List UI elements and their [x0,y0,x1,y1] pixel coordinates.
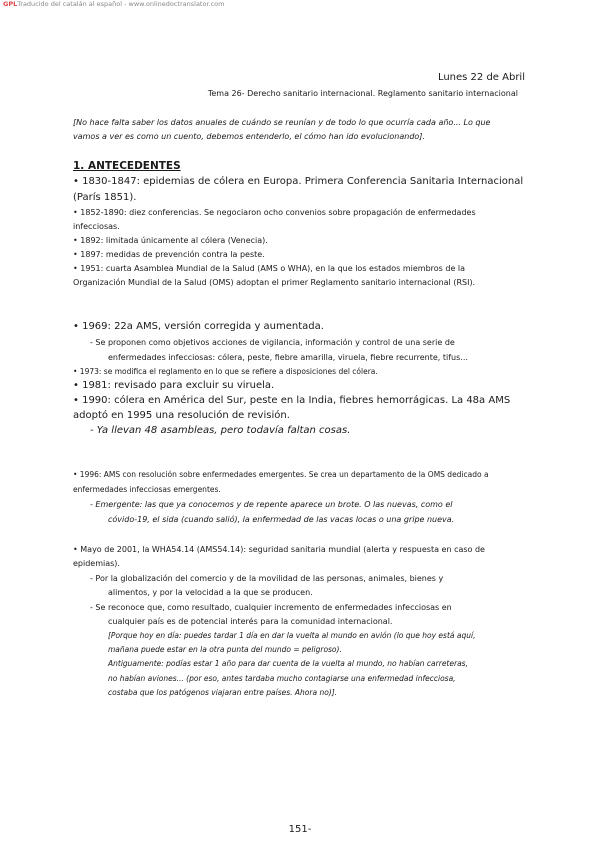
text-line: epidemias). [73,559,120,568]
bracket-note-line: costaba que los patógenos viajaran entre países. Ahora no)]. [108,688,338,697]
sub-item-line: - Se reconoce que, como resultado, cualquier incremento de enfermedades infecciosas en [90,603,452,612]
text-line: • 1951: cuarta Asamblea Mundial de la Salud (AMS o WHA), en la que los estados miembros de la [73,264,466,273]
text-line: • 1973: se modifica el reglamento en lo que se refiere a disposiciones del cólera. [73,367,378,376]
text-line: • Mayo de 2001, la WHA54.14 (AMS54.14): seguridad sanitaria mundial (alerta y respuesta en caso de [73,545,485,554]
section-title: 1. ANTECEDENTES [73,160,181,172]
sub-item-line: enfermedades infecciosas: cólera, peste, fiebre amarilla, viruela, fiebre recurrente, tifus... [108,353,468,362]
text-line: (París 1851). [73,192,137,203]
translator-logo: GPL [3,0,18,8]
sub-item-line: - Emergente: las que ya conocemos y de repente aparece un brote. O las nuevas, como el [90,500,453,509]
bracket-note-line: mañana puede estar en la otra punta del mundo = peligroso). [108,645,342,654]
text-line: • 1830-1847: epidemias de cólera en Europa. Primera Conferencia Sanitaria Internacional [73,176,524,187]
text-line: • 1996: AMS con resolución sobre enfermedades emergentes. Se crea un departamento de la OMS dedicado a [73,470,489,479]
page-date: Lunes 22 de Abril [437,72,525,83]
sub-item-line: - Por la globalización del comercio y de la movilidad de las personas, animales, bienes y [90,574,444,583]
translator-banner [3,0,224,8]
text-line: • 1897: medidas de prevención contra la peste. [73,250,265,259]
text-line: enfermedades infecciosas emergentes. [73,485,221,494]
bracket-note-line: Antiguamente: podías estar 1 año para dar cuenta de la vuelta al mundo, no habían carreteras, [108,659,468,668]
sub-item-line: - Se proponen como objetivos acciones de vigilancia, información y control de una serie de [90,338,455,347]
sub-item-line: cualquier país es de potencial interés para la comunidad internacional. [108,617,393,626]
text-line: adoptó en 1995 una resolución de revisión. [73,410,290,421]
intro-note-line: [No hace falta saber los datos anuales de cuándo se reunían y de todo lo que ocurría cada año... Lo que [73,118,491,127]
page-topic: Tema 26- Derecho sanitario internacional. Reglamento sanitario internacional [207,89,518,98]
page-number: 151- [288,824,312,835]
text-line: • 1990: cólera en América del Sur, peste en la India, fiebres hemorrágicas. La 48a AMS [73,395,511,406]
bracket-note-line: no habían aviones... (por eso, antes tardaba mucho contagiarse una enfermedad infecciosa, [108,674,456,683]
text-line: Organización Mundial de la Salud (OMS) adoptan el primer Reglamento sanitario internacional (RSI). [73,278,476,287]
intro-note-line: vamos a ver es como un cuento, debemos entenderlo, el cómo han ido evolucionando]. [73,132,425,141]
sub-item-line: alimentos, y por la velocidad a la que se producen. [108,588,313,597]
text-line: • 1892: limitada únicamente al cólera (Venecia). [73,236,268,245]
sub-item-line: cóvido-19, el sida (cuando salió), la enfermedad de las vacas locas o una gripe nueva. [108,515,455,524]
text-line: • 1852-1890: diez conferencias. Se negociaron ocho convenios sobre propagación de enfermedades [73,208,476,217]
text-line: • 1969: 22a AMS, versión corregida y aumentada. [73,321,324,332]
sub-item-line: - Ya llevan 48 asambleas, pero todavía faltan cosas. [90,425,351,436]
translator-banner-text: Traducido del catalán al español - www.onlinedoctranslator.com [17,0,225,8]
text-line: • 1981: revisado para excluir su viruela. [73,380,275,391]
text-line: infecciosas. [73,222,120,231]
bracket-note-line: [Porque hoy en día: puedes tardar 1 día en dar la vuelta al mundo en avión (lo que hoy está aquí, [108,631,476,640]
